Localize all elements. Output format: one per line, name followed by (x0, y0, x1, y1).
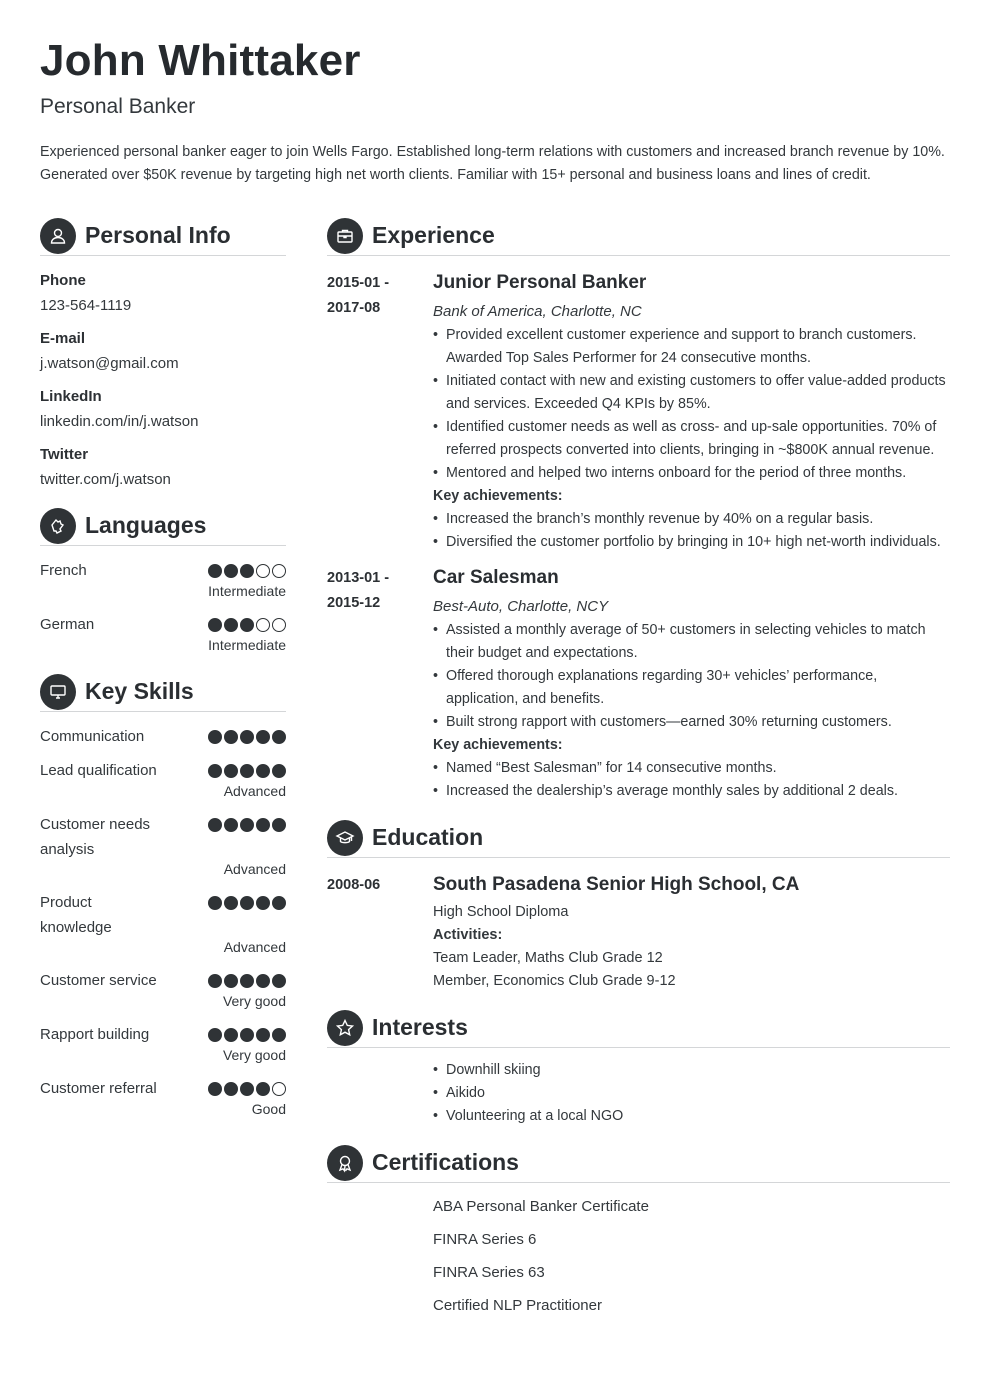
rating-dots (208, 974, 286, 988)
rating-dot-filled (256, 730, 270, 744)
rating-dot-filled (224, 974, 238, 988)
award-ribbon-icon (327, 1145, 363, 1181)
rating-dot-filled (240, 1082, 254, 1096)
briefcase-icon (327, 218, 363, 254)
skill-name: Communication (40, 728, 145, 745)
rating-dot-filled (224, 818, 238, 832)
certification-item: FINRA Series 63 (433, 1264, 545, 1281)
languages-header (40, 506, 286, 546)
rating-dots (208, 896, 286, 910)
phone-label: Phone (40, 272, 86, 289)
skill-row (40, 1076, 286, 1120)
certification-item: FINRA Series 6 (433, 1231, 537, 1248)
rating-dot-filled (240, 564, 254, 578)
skill-name: Customer referral (40, 1080, 157, 1097)
rating-dot-empty (256, 564, 270, 578)
education-header (327, 818, 950, 858)
graduation-cap-icon (327, 820, 363, 856)
job-date-end: 2015-12 (327, 595, 381, 611)
bullet-item: • Mentored and helped two interns onboard for the period of three months. (433, 462, 953, 485)
rating-dot-filled (256, 1028, 270, 1042)
rating-dot-filled (208, 818, 222, 832)
rating-dot-filled (224, 1082, 238, 1096)
rating-dot-filled (272, 896, 286, 910)
experience-header (327, 216, 950, 256)
skill-name: Lead qualification (40, 762, 157, 779)
rating-dot-filled (208, 764, 222, 778)
bullet-item: • Assisted a monthly average of 50+ customers in selecting vehicles to match their budget and expectations. (433, 619, 953, 665)
puzzle-icon (40, 508, 76, 544)
email-value: j.watson@gmail.com (40, 355, 179, 372)
rating-dot-filled (272, 730, 286, 744)
rating-dot-filled (256, 764, 270, 778)
interest-item: • Downhill skiing (433, 1059, 953, 1082)
language-level: Intermediate (208, 637, 286, 653)
candidate-name: John Whittaker (40, 36, 361, 85)
rating-dot-filled (272, 1028, 286, 1042)
language-level: Intermediate (208, 583, 286, 599)
certification-item: ABA Personal Banker Certificate (433, 1198, 649, 1215)
skill-name: Product knowledge (40, 894, 112, 936)
school-name: South Pasadena Senior High School, CA (433, 874, 800, 895)
email-label: E-mail (40, 330, 86, 347)
job-date-end: 2017-08 (327, 300, 381, 316)
rating-dot-filled (208, 974, 222, 988)
skill-level: Advanced (223, 861, 286, 877)
person-icon (40, 218, 76, 254)
education-heading: Education (372, 824, 484, 850)
rating-dot-empty (272, 618, 286, 632)
degree: High School Diploma (433, 904, 569, 920)
interests-list (433, 1059, 953, 1128)
summary-paragraph: Experienced personal banker eager to join Wells Fargo. Established long-term relations with customers and increased branch revenue by 10%. Generated over $50K revenue by targeting high net worth clients. Familiar with 15+ personal and business loans and lines of credit. (40, 144, 945, 183)
interests-heading: Interests (372, 1014, 468, 1040)
rating-dot-filled (208, 1082, 222, 1096)
rating-dot-filled (240, 896, 254, 910)
skill-level: Very good (222, 1047, 286, 1063)
skill-row (40, 890, 286, 958)
interests-header (327, 1008, 950, 1048)
job-bullets (433, 324, 953, 554)
monitor-icon (40, 674, 76, 710)
skill-row (40, 758, 286, 802)
rating-dot-empty (272, 564, 286, 578)
rating-dot-filled (272, 974, 286, 988)
personal-info-header (40, 216, 286, 256)
rating-dot-empty (272, 1082, 286, 1096)
interest-item: • Volunteering at a local NGO (433, 1105, 953, 1128)
skill-row (40, 968, 286, 1012)
interest-item: • Aikido (433, 1082, 953, 1105)
achievement-item: • Named “Best Salesman” for 14 consecutive months. (433, 757, 953, 780)
job-title: Junior Personal Banker (433, 272, 647, 293)
bullet-item: • Identified customer needs as well as cross- and up-sale opportunities. 70% of referred prospects converted into clients, bringing in ~$800K annual revenue. (433, 416, 953, 462)
rating-dot-filled (272, 818, 286, 832)
education-date: 2008-06 (327, 877, 381, 893)
job-company: Best-Auto, Charlotte, NCY (433, 598, 609, 615)
key-skills-header (40, 672, 286, 712)
achievement-item: • Diversified the customer portfolio by bringing in 10+ high net-worth individuals. (433, 531, 953, 554)
rating-dots (208, 818, 286, 832)
rating-dots (208, 618, 286, 632)
twitter-value: twitter.com/j.watson (40, 471, 171, 488)
rating-dot-filled (256, 1082, 270, 1096)
rating-dot-filled (256, 896, 270, 910)
certification-item: Certified NLP Practitioner (433, 1297, 602, 1314)
rating-dot-filled (256, 974, 270, 988)
skill-level: Very good (222, 993, 286, 1009)
skill-row (40, 812, 286, 880)
achievement-item: • Increased the dealership’s average monthly sales by additional 2 deals. (433, 780, 953, 803)
personal-info-heading: Personal Info (85, 222, 231, 248)
job-title: Car Salesman (433, 567, 559, 588)
rating-dot-filled (208, 896, 222, 910)
rating-dot-filled (224, 618, 238, 632)
skill-level: Good (251, 1101, 286, 1117)
rating-dot-filled (208, 730, 222, 744)
rating-dot-filled (224, 730, 238, 744)
job-date-start: 2015-01 - (327, 275, 390, 291)
rating-dot-filled (240, 730, 254, 744)
rating-dot-filled (224, 764, 238, 778)
rating-dots (208, 764, 286, 778)
skill-name: Rapport building (40, 1026, 150, 1043)
rating-dots (208, 1028, 286, 1042)
bullet-item: • Initiated contact with new and existing customers to offer value-added products and services. Exceeded Q4 KPIs by 85%. (433, 370, 953, 416)
job-bullets (433, 619, 953, 803)
linkedin-value: linkedin.com/in/j.watson (40, 413, 199, 430)
rating-dot-filled (224, 896, 238, 910)
job-company: Bank of America, Charlotte, NC (433, 303, 642, 320)
language-row (40, 612, 286, 656)
bullet-item: • Offered thorough explanations regarding 30+ vehicles’ performance, application, and benefits. (433, 665, 953, 711)
achievements-label: Key achievements: (433, 488, 563, 504)
skill-row (40, 724, 286, 750)
rating-dots (208, 564, 286, 578)
phone-value: 123-564-1119 (40, 297, 132, 314)
rating-dot-filled (208, 1028, 222, 1042)
achievement-item: • Increased the branch’s monthly revenue by 40% on a regular basis. (433, 508, 953, 531)
activities-label: Activities: (433, 927, 503, 943)
key-skills-heading: Key Skills (85, 678, 194, 704)
twitter-label: Twitter (40, 446, 89, 463)
rating-dots (208, 730, 286, 744)
language-name: German (40, 616, 95, 633)
rating-dot-filled (272, 764, 286, 778)
language-name: French (40, 562, 87, 579)
bullet-item: • Built strong rapport with customers—earned 30% returning customers. (433, 711, 953, 734)
skill-row (40, 1022, 286, 1066)
rating-dot-filled (240, 818, 254, 832)
skill-name: Customer service (40, 972, 157, 989)
activity-item: Team Leader, Maths Club Grade 12 (433, 950, 663, 966)
rating-dot-filled (240, 1028, 254, 1042)
skill-name: Customer needs analysis (40, 816, 151, 858)
star-icon (327, 1010, 363, 1046)
language-row (40, 558, 286, 602)
rating-dot-filled (256, 818, 270, 832)
rating-dot-filled (208, 618, 222, 632)
rating-dot-filled (224, 564, 238, 578)
job-date-start: 2013-01 - (327, 570, 390, 586)
experience-heading: Experience (372, 222, 495, 248)
skill-level: Advanced (223, 783, 286, 799)
achievements-label: Key achievements: (433, 737, 563, 753)
rating-dot-filled (208, 564, 222, 578)
rating-dot-filled (224, 1028, 238, 1042)
activity-item: Member, Economics Club Grade 9-12 (433, 973, 676, 989)
certifications-header (327, 1143, 950, 1183)
rating-dot-empty (256, 618, 270, 632)
linkedin-label: LinkedIn (40, 388, 102, 405)
bullet-item: • Provided excellent customer experience and support to branch customers. Awarded Top Sales Performer for 24 consecutive months. (433, 324, 953, 370)
certifications-heading: Certifications (372, 1149, 519, 1175)
rating-dot-filled (240, 618, 254, 632)
rating-dots (208, 1082, 286, 1096)
languages-heading: Languages (85, 512, 207, 538)
skill-level: Advanced (223, 939, 286, 955)
rating-dot-filled (240, 764, 254, 778)
job-title-heading: Personal Banker (40, 95, 196, 118)
rating-dot-filled (240, 974, 254, 988)
